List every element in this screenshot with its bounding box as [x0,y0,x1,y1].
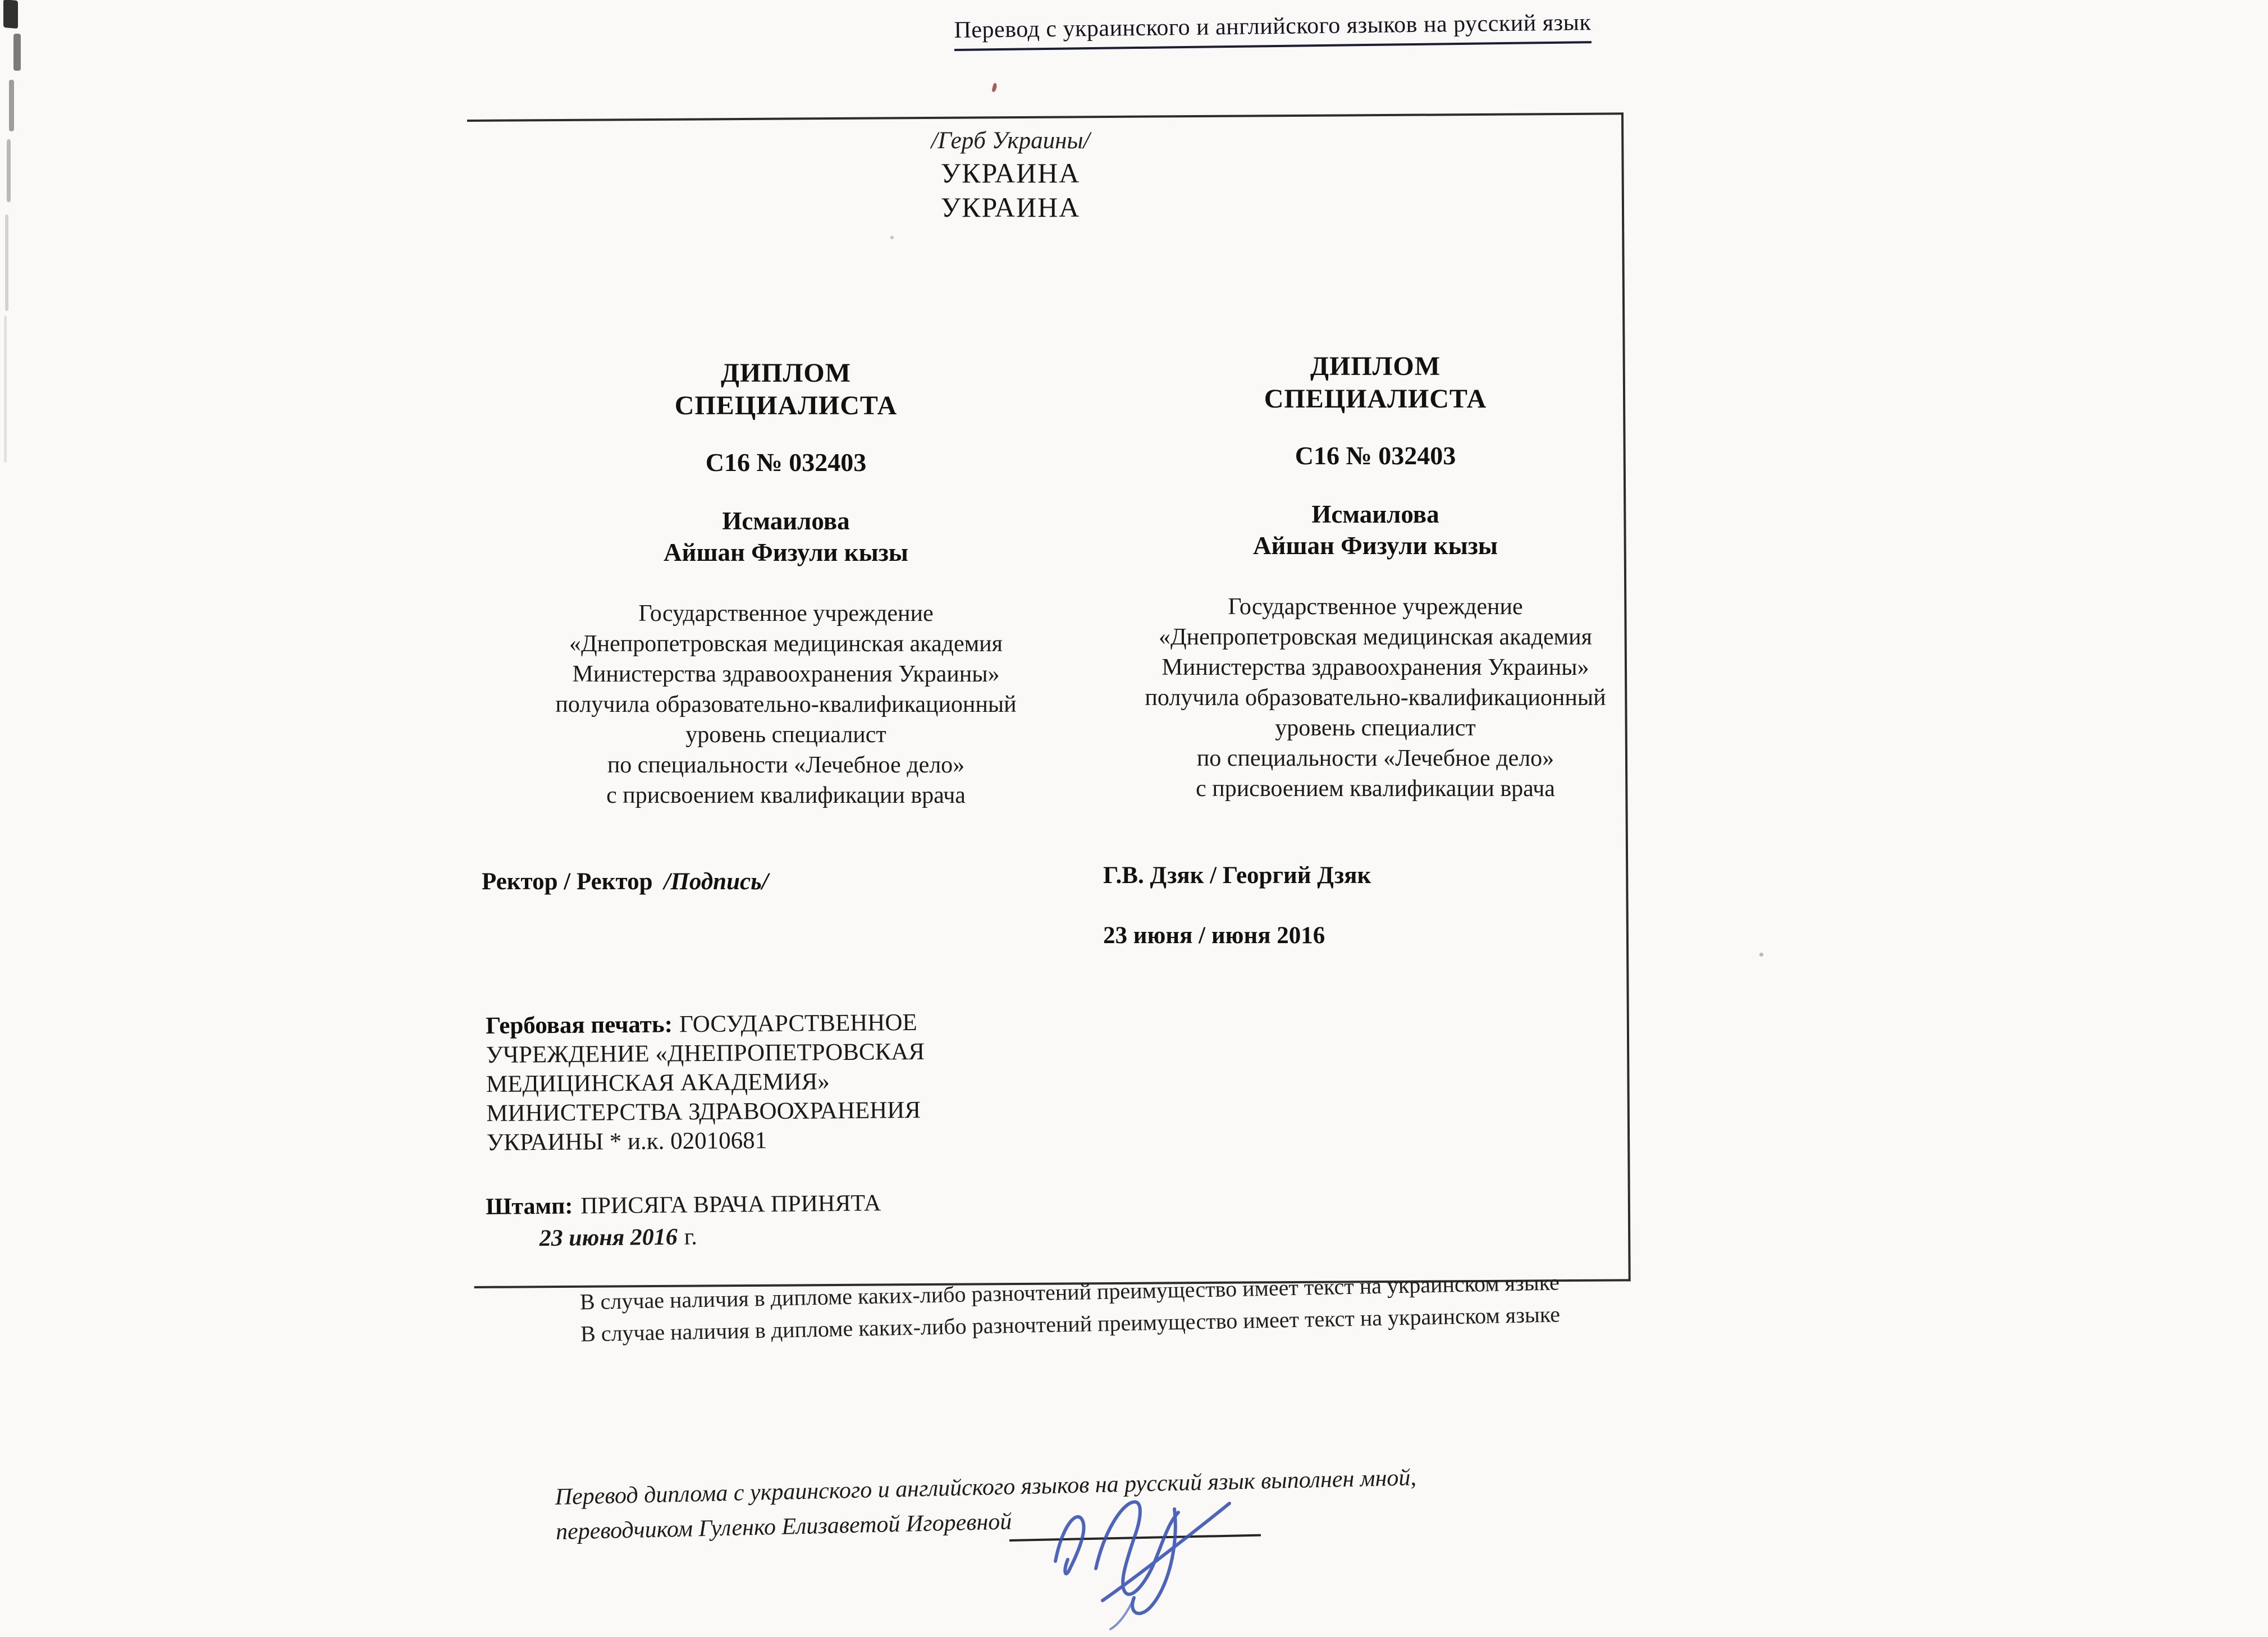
diploma-serial-right: С16 № 032403 [1295,441,1456,470]
diploma-body-left: Государственное учреждение «Днепропетровская медицинская академия Министерства здравоохранения Украины» получила образовательно-квалификационный уровень специалист по специальности «Лечебное дело» с присвоением квалификации врача [555,601,1017,808]
diploma-title-right: ДИПЛОМ СПЕЦИАЛИСТА [1264,351,1487,414]
scan-artifact [5,214,8,311]
signature-note: /Подпись/ [664,868,769,895]
rector-signature-line: Ректор / Ректор /Подпись/ [482,868,769,895]
scan-artifact [7,139,11,202]
discrepancy-note: В случае наличия в дипломе каких-либо разночтений преимущество имеет текст на украинском языке В случае наличия в дипломе каких-либо разночтений преимущество имеет текст на украинском языке [579,1269,1561,1347]
scan-artifact [9,80,14,131]
diploma-serial-left: С16 № 032403 [705,448,867,477]
coat-of-arms-note: /Герб Украины/ [931,127,1090,154]
emblem-block [898,126,1123,225]
diploma-title-left: ДИПЛОМ СПЕЦИАЛИСТА [674,358,898,420]
scan-artifact [13,34,21,71]
translator-statement: Перевод диплома с украинского и английского языков на русский язык выполнен мной, переводчиком Гуленко Елизаветой Игоревной [555,1465,1417,1545]
scan-artifact [4,315,7,463]
holder-name-right: Исмаилова Айшан Физули кызы [1253,500,1498,560]
stamp-date: 23 июня 2016 [539,1224,678,1252]
translator-signature [1040,1463,1275,1637]
translation-header-note: Перевод с украинского и английского языков на русский язык [954,9,1591,51]
seal-label: Гербовая печать: [486,1011,673,1039]
rector-name-line: Г.В. Дзяк / Георгий Дзяк [1103,862,1371,889]
issue-date-line: 23 июня / июня 2016 [1103,922,1325,949]
stamp-label: Штамп: [486,1193,573,1220]
country-name-ru: УКРАИНА [940,191,1081,223]
scan-speck [991,83,998,92]
diploma-body-right: Государственное учреждение «Днепропетровская медицинская академия Министерства здравоохранения Украины» получила образовательно-квалификационный уровень специалист по специальности «Лечебное дело» с присвоением квалификации врача [1145,594,1606,802]
scan-speck [1759,953,1763,957]
stamp-block: Штамп: ПРИСЯГА ВРАЧА ПРИНЯТА 23 июня 2016 г. [486,1190,881,1252]
country-name-uk: УКРАИНА [940,157,1081,189]
scan-artifact [3,0,18,29]
seal-block: Гербовая печать: ГОСУДАРСТВЕННОЕ УЧРЕЖДЕНИЕ «ДНЕПРОПЕТРОВСКАЯ МЕДИЦИНСКАЯ АКАДЕМИЯ» МИНИСТЕРСТВА ЗДРАВООХРАНЕНИЯ УКРАИНЫ * и.к. 02010681 [486,1009,925,1156]
holder-name-left: Исмаилова Айшан Физули кызы [664,507,908,566]
